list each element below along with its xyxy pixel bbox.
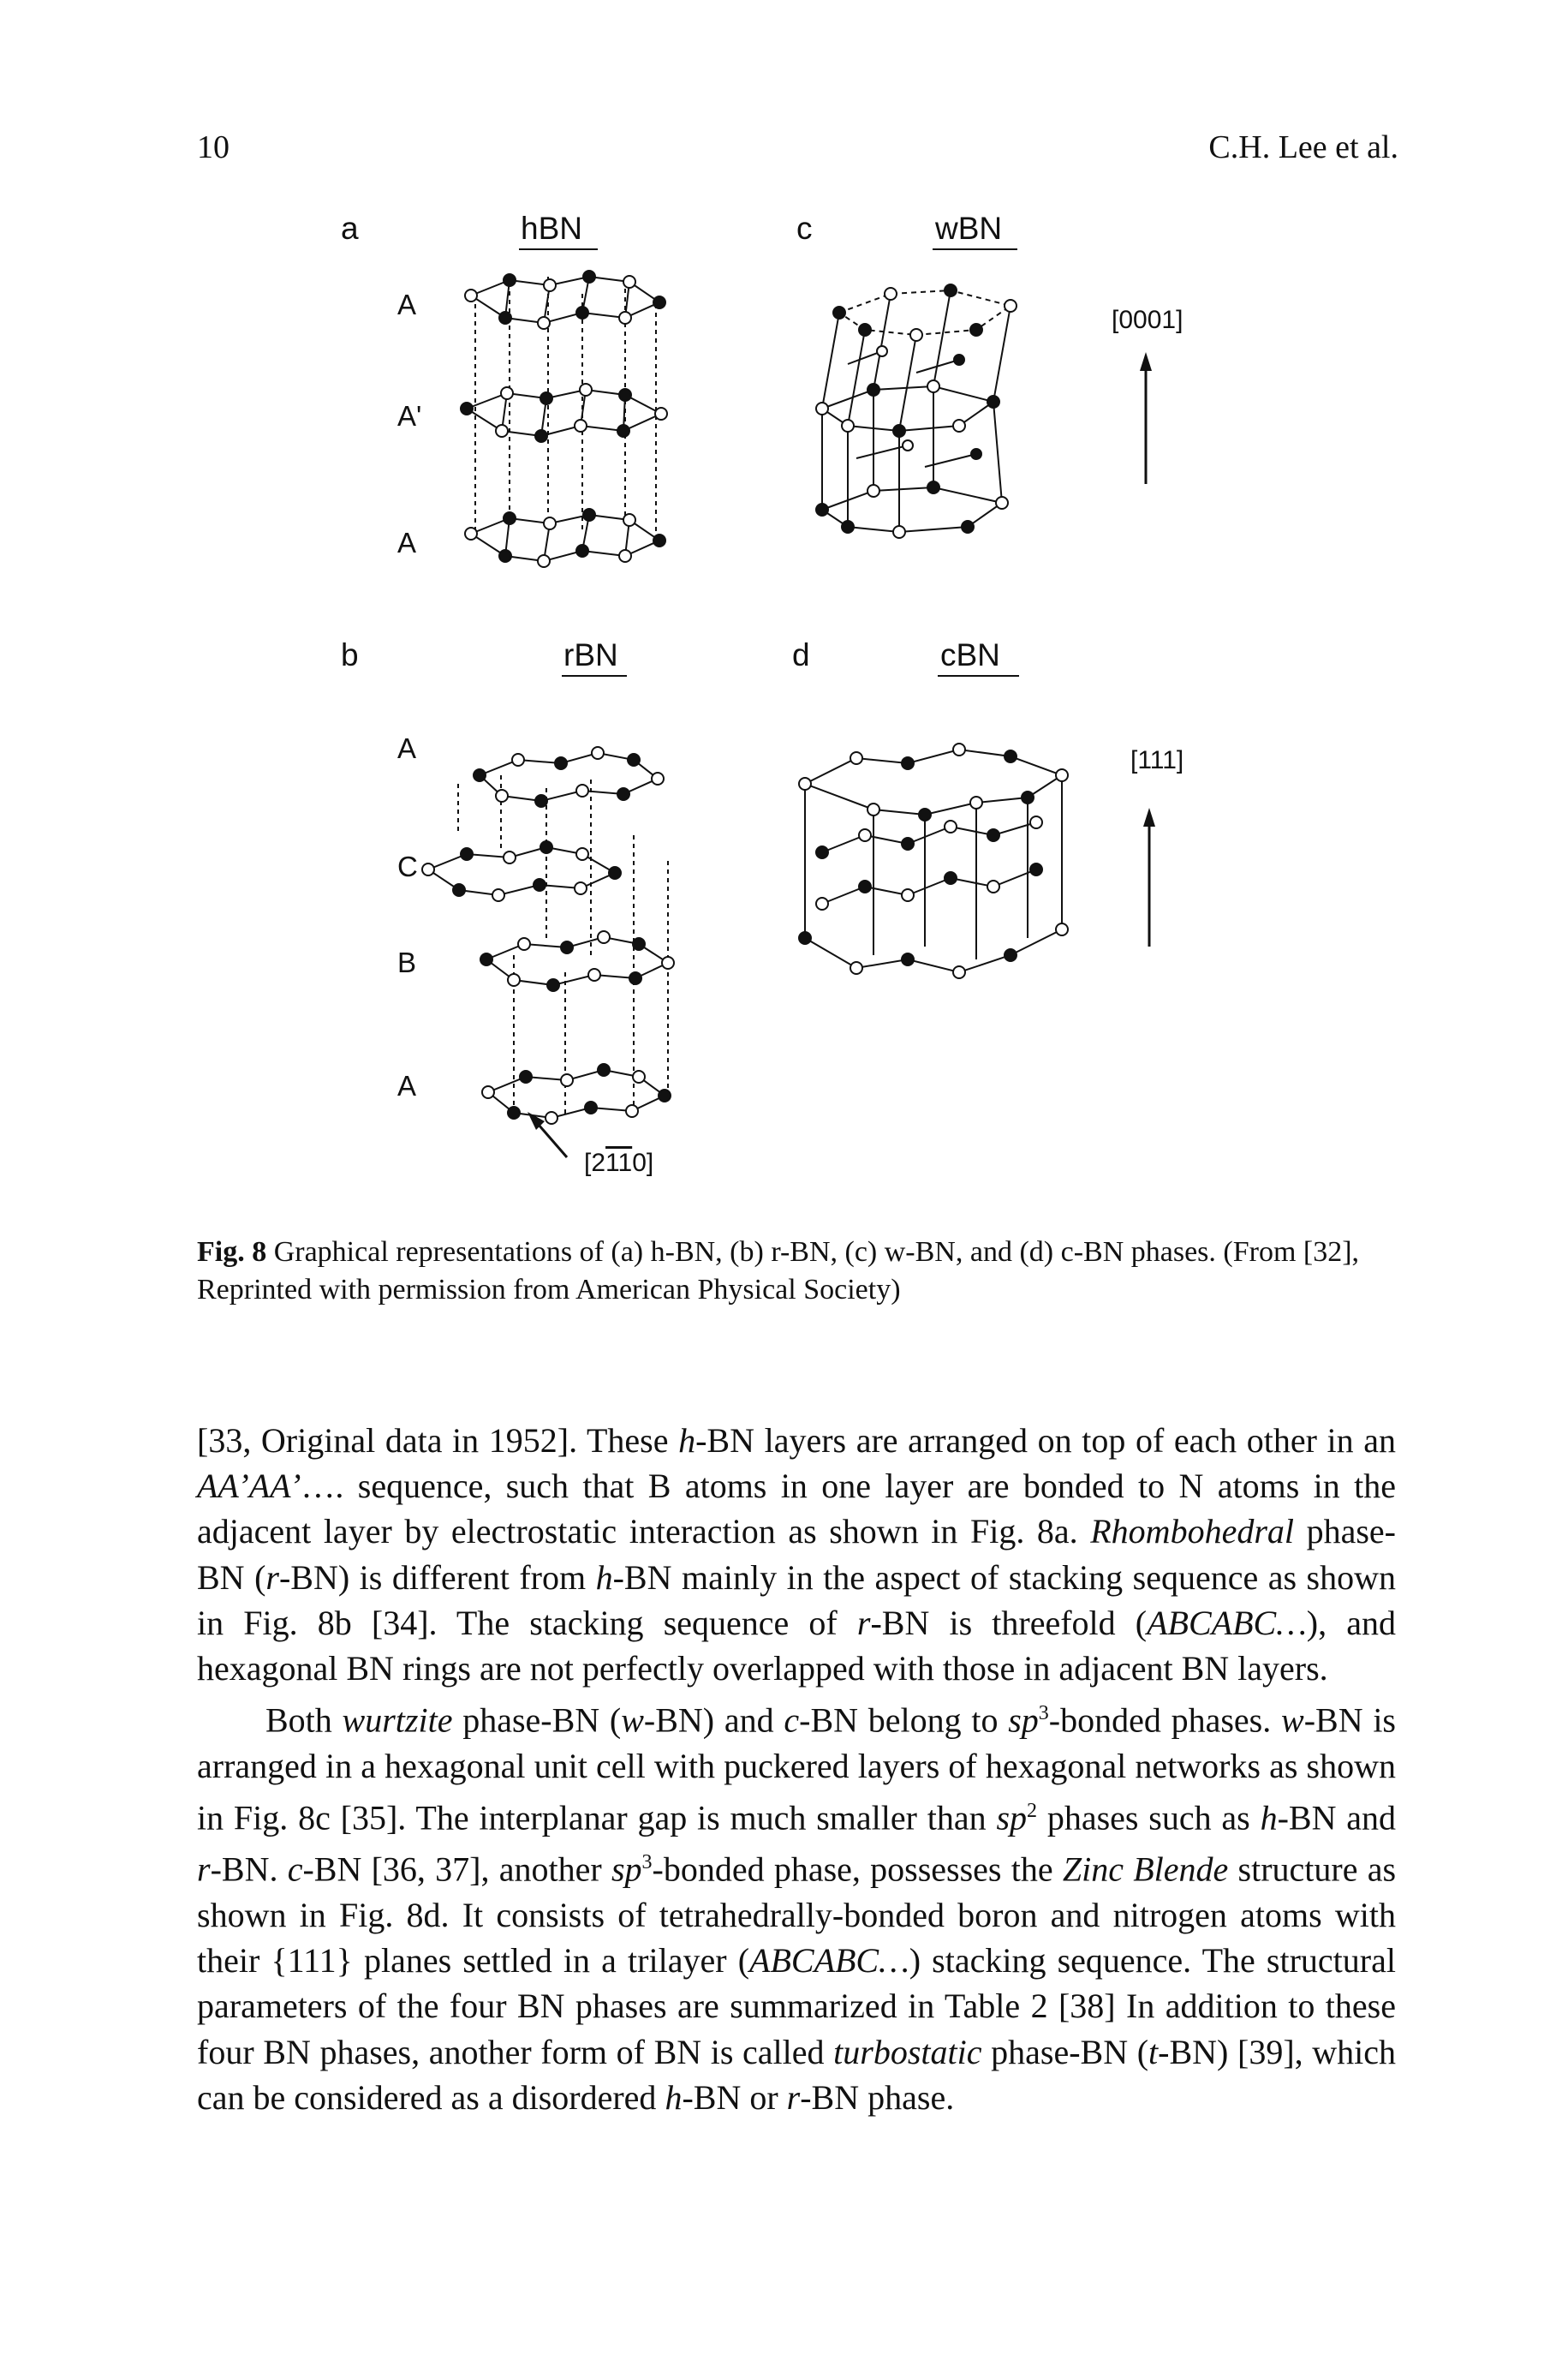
figure-caption-label: Fig. 8 <box>197 1236 267 1268</box>
panel-b-layer-1: A <box>397 732 417 764</box>
p2-run: -BN) [39], which can be considered as a disordered <box>197 2032 1397 2117</box>
running-head: C.H. Lee et al. <box>1208 129 1398 165</box>
p2-run: 3 <box>641 1851 653 1874</box>
panel-a-letter: a <box>341 211 359 246</box>
p2-run: turbostatic <box>833 2032 982 2071</box>
p2-run: Both <box>265 1700 343 1740</box>
p2-run: wurtzite <box>342 1700 453 1740</box>
p1-run: -BN) is different from <box>278 1557 596 1597</box>
p2-run: 3 <box>1038 1702 1049 1725</box>
body-text <box>197 1418 1396 2120</box>
p1-run: ABCABC… <box>1147 1603 1307 1642</box>
panel-d-arrowhead <box>1143 808 1155 827</box>
p2-run: sp <box>1008 1700 1039 1740</box>
p1-run: h <box>678 1421 696 1460</box>
p1-run: …. sequence, such that B atoms in one layer are bonded to N atoms in the adjacent layer by electrostatic interaction as shown in Fig. 8a. <box>197 1467 1396 1551</box>
figure-8-svg <box>325 184 1225 1186</box>
figure-caption-text: Graphical representations of (a) h-BN, (b) r-BN, (c) w-BN, and (d) c-BN phases. (From [32], Reprinted with permission from American Physical Society) <box>197 1236 1360 1306</box>
p2-run: phases such as <box>1037 1798 1261 1837</box>
p2-run: r <box>786 2077 801 2117</box>
p2-run: sp <box>611 1849 642 1889</box>
panel-b-title: rBN <box>563 637 618 672</box>
p1-run: AA’AA’ <box>197 1467 301 1506</box>
panel-c-letter: c <box>796 211 813 246</box>
panel-c-direction: [0001] <box>1112 306 1183 334</box>
p2-run: -BN. <box>210 1849 288 1889</box>
cbn-top-face <box>805 750 1062 815</box>
wbn-structure <box>816 284 1017 538</box>
panel-a-layer-2: A' <box>397 400 422 432</box>
panel-d-letter: d <box>792 637 810 672</box>
p2-run: sp <box>996 1798 1028 1837</box>
p2-run: w <box>1281 1700 1304 1740</box>
panel-b-layer-3: B <box>397 947 417 978</box>
paragraph-2 <box>197 1691 1396 2120</box>
p1-run: r <box>265 1557 279 1597</box>
p2-run: Zinc Blende <box>1062 1849 1229 1889</box>
p1-run: phase-BN ( <box>197 1512 1396 1597</box>
p2-run: -BN belong to <box>799 1700 1009 1740</box>
p2-run: phase-BN ( <box>452 1700 622 1740</box>
hbn-structure <box>461 271 667 567</box>
figure-caption <box>197 1234 1396 1309</box>
p2-run: -BN) and <box>643 1700 784 1740</box>
p1-run: Rhombohedral <box>1090 1512 1295 1551</box>
p2-run: ) stacking sequence. The structural parameters of the four BN phases are summarized in Table 2 [38] In addition to these four BN phases, another form of BN is called <box>197 1941 1396 2071</box>
panel-d-direction: [111] <box>1130 746 1184 774</box>
p1-run: [33, Original data in 1952]. These <box>197 1421 679 1460</box>
p1-run: ), and hexagonal BN rings are not perfectly overlapped with those in adjacent BN layers. <box>197 1603 1397 1688</box>
p2-run: h <box>1260 1798 1278 1837</box>
page-number: 10 <box>197 129 230 165</box>
p2-run: w <box>621 1700 644 1740</box>
p2-run: phase-BN ( <box>981 2032 1149 2071</box>
p1-run: -BN layers are arranged on top of each other in an <box>695 1421 1397 1460</box>
panel-a-layer-1: A <box>397 289 417 320</box>
panel-b-direction-bar2: 1 <box>617 1149 633 1177</box>
p2-run: t <box>1148 2032 1159 2071</box>
p2-run: -BN phase. <box>800 2077 955 2117</box>
p2-run: -BN and <box>1277 1798 1397 1837</box>
p2-run: h <box>665 2077 683 2117</box>
p1-run: r <box>856 1603 871 1642</box>
panel-a-title: hBN <box>521 211 582 246</box>
p2-run: -BN [36, 37], another <box>302 1849 611 1889</box>
panel-c-arrowhead <box>1140 352 1152 371</box>
panel-c-title: wBN <box>935 211 1003 246</box>
p2-run: ABCABC… <box>749 1941 909 1981</box>
p1-run: h <box>595 1557 613 1597</box>
panel-b-direction <box>584 1149 653 1177</box>
panel-b-letter: b <box>341 637 359 672</box>
panel-b-direction-start: [2 <box>584 1149 606 1177</box>
panel-a-layer-3: A <box>397 527 417 559</box>
figure-8 <box>325 184 1225 1186</box>
panel-b-direction-end: 0] <box>632 1149 654 1177</box>
panel-b-layer-4: A <box>397 1070 417 1102</box>
p2-run: -BN is arranged in a hexagonal unit cell with puckered layers of hexagonal networks as shown in Fig. 8c [35]. The interplanar gap is much smaller than <box>197 1700 1396 1837</box>
p2-run: c <box>287 1849 303 1889</box>
p1-run: -BN is threefold ( <box>870 1603 1148 1642</box>
p2-run: r <box>197 1849 211 1889</box>
p2-run: -bonded phase, possesses the <box>652 1849 1063 1889</box>
p2-run: structure as shown in Fig. 8d. It consists of tetrahedrally-bonded boron and nitrogen atoms with their {111} planes settled in a trilayer ( <box>197 1849 1397 1981</box>
cbn-structure <box>799 744 1068 978</box>
paragraph-1 <box>197 1418 1396 1691</box>
panel-b-direction-bar1: 1 <box>605 1149 618 1177</box>
cbn-inner-bonds <box>822 822 1036 904</box>
panel-d-title: cBN <box>940 637 1000 672</box>
rbn-structure <box>422 747 674 1124</box>
p1-run: -BN mainly in the aspect of stacking sequence as shown in Fig. 8b [34]. The stacking sequence of <box>197 1557 1396 1642</box>
p2-run: 2 <box>1027 1799 1038 1822</box>
p2-run: c <box>784 1700 800 1740</box>
p2-run: -BN or <box>682 2077 787 2117</box>
panel-b-layer-2: C <box>397 851 418 882</box>
p2-run: -bonded phases. <box>1048 1700 1281 1740</box>
